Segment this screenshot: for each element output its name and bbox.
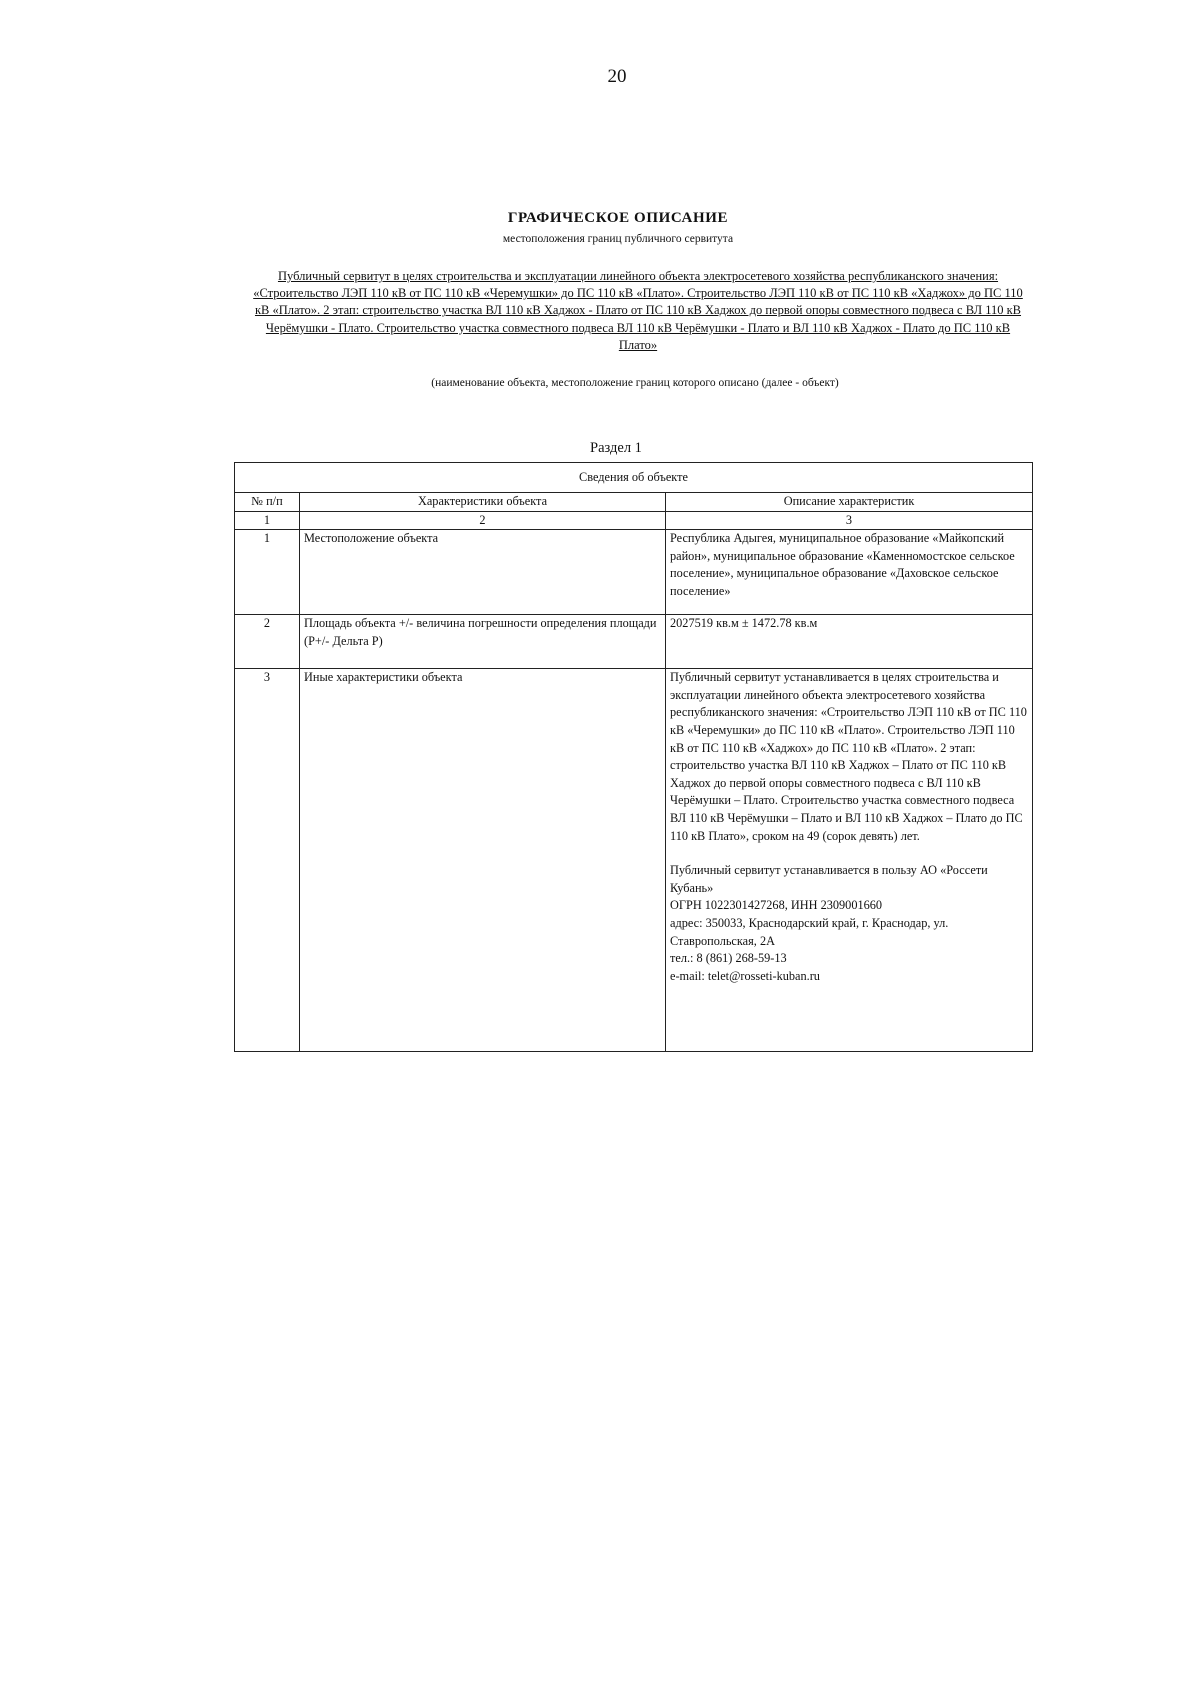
object-name-caption: (наименование объекта, местоположение границ которого описано (далее - объект) [431, 377, 839, 389]
ogrn-inn-text: ОГРН 1022301427268, ИНН 2309001660 [670, 898, 883, 913]
row-number: 3 [235, 669, 300, 1052]
row-number: 1 [235, 530, 300, 615]
address-text: адрес: 350033, Краснодарский край, г. Краснодар, ул. Ставропольская, 2А [670, 915, 949, 948]
table-row [235, 530, 1033, 615]
table-caption: Сведения об объекте [235, 463, 1033, 493]
column-number: 2 [300, 511, 666, 530]
row-description: 2027519 кв.м ± 1472.78 кв.м [666, 615, 1033, 669]
column-numbers-row [235, 511, 1033, 530]
column-header-description: Описание характеристик [666, 493, 1033, 512]
object-name: Публичный сервитут в целях строительства и эксплуатации линейного объекта электросетевого хозяйства республиканского значения: «Строительство ЛЭП 110 кВ от ПС 110 кВ «Черемушки» до ПС 110 кВ «Плато». Строительство ЛЭП 110 кВ от ПС 110 кВ «Хаджох» до ПС 110 кВ «Плато». 2 этап: строительство участка ВЛ 110 кВ Хаджох - Плато от ПС 110 кВ Хаджох до первой опоры совместного подвеса с ВЛ 110 кВ Черёмушки - Плато. Строительство участка совместного подвеса ВЛ 110 кВ Черёмушки - Плато и ВЛ 110 кВ Хаджох - Плато до ПС 110 кВ Плато» [253, 269, 1023, 352]
row-characteristic: Площадь объекта +/- величина погрешности определения площади (Р+/- Дельта Р) [300, 615, 666, 669]
email-text: e-mail: telet@rosseti-kuban.ru [670, 968, 820, 983]
document-subtitle: местоположения границ публичного сервитута [502, 233, 734, 245]
row-characteristic: Иные характеристики объекта [300, 669, 666, 1052]
row-number: 2 [235, 615, 300, 669]
object-info-table [234, 462, 1033, 1052]
row-characteristic: Местоположение объекта [300, 530, 666, 615]
table-header-row [235, 493, 1033, 512]
document-title: ГРАФИЧЕСКОЕ ОПИСАНИЕ [507, 210, 729, 226]
table-row [235, 615, 1033, 669]
table-row [235, 669, 1033, 1052]
table-caption-row [235, 463, 1033, 493]
servitude-purpose-text: Публичный сервитут устанавливается в целях строительства и эксплуатации линейного объекта электросетевого хозяйства республиканского значения: «Строительство ЛЭП 110 кВ от ПС 110 кВ «Черемушки» до ПС 110 кВ «Плато». Строительство ЛЭП 110 кВ от ПС 110 кВ «Хаджох» до ПС 110 кВ «Плато». 2 этап: строительство участка ВЛ 110 кВ Хаджох – Плато от ПС 110 кВ Хаджох до первой опоры совместного подвеса с ВЛ 110 кВ Черёмушки – Плато. Строительство участка совместного подвеса ВЛ 110 кВ Черёмушки – Плато и ВЛ 110 кВ Хаджох – Плато до ПС 110 кВ Плато», сроком на 49 (сорок девять) лет. [670, 670, 1027, 843]
phone-text: тел.: 8 (861) 268-59-13 [670, 951, 787, 966]
section-label: Раздел 1 [590, 440, 642, 456]
column-number: 3 [666, 511, 1033, 530]
servitude-beneficiary-text: Публичный сервитут устанавливается в пользу АО «Россети Кубань» [670, 863, 988, 895]
row-description [666, 669, 1033, 1052]
row-description: Республика Адыгея, муниципальное образование «Майкопский район», муниципальное образование «Каменномостское сельское поселение», муниципальное образование «Даховское сельское поселение» [666, 530, 1033, 615]
paragraph-gap [670, 845, 1028, 862]
column-header-characteristic: Характеристики объекта [300, 493, 666, 512]
page-number: 20 [607, 66, 627, 87]
column-number: 1 [235, 511, 300, 530]
column-header-number: № п/п [235, 493, 300, 512]
